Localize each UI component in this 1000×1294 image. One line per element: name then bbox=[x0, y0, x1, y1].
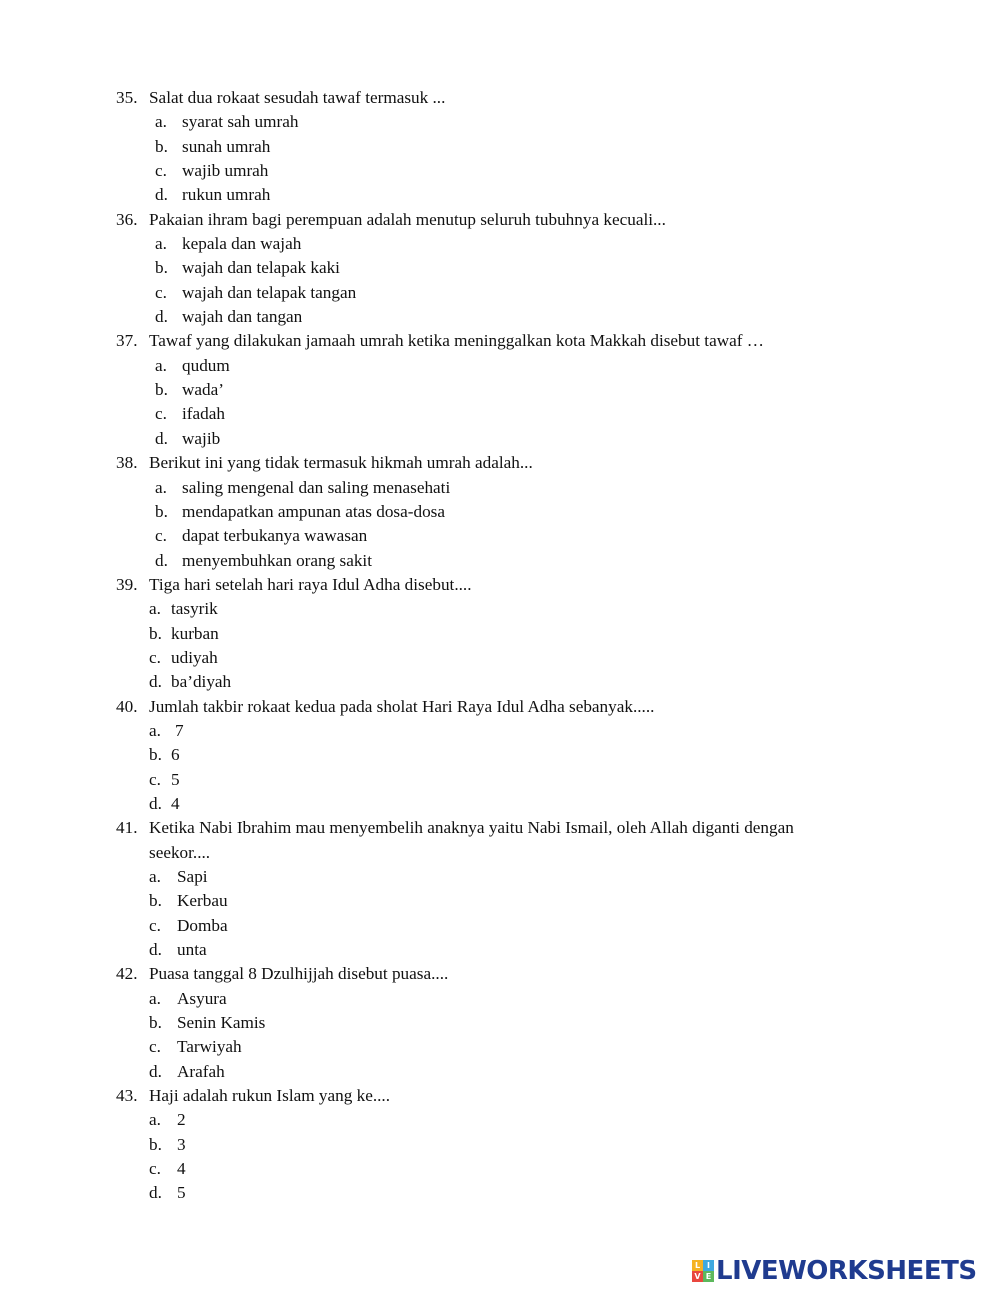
question-number: 37. bbox=[116, 331, 138, 351]
question-42 bbox=[0, 962, 1000, 986]
option-label: b. bbox=[155, 380, 168, 400]
question-37 bbox=[0, 329, 1000, 353]
option-text: ba’diyah bbox=[171, 672, 232, 692]
option-label: b. bbox=[155, 258, 168, 278]
option-label: d. bbox=[149, 793, 162, 813]
option-label: a. bbox=[155, 112, 167, 132]
option-text: 5 bbox=[171, 769, 180, 789]
option-label: c. bbox=[149, 915, 161, 935]
option-40-d[interactable] bbox=[0, 792, 1000, 816]
option-label: a. bbox=[149, 720, 161, 740]
option-40-c[interactable] bbox=[0, 768, 1000, 792]
option-label: d. bbox=[155, 185, 168, 205]
question-number: 42. bbox=[116, 964, 138, 984]
option-text: saling mengenal dan saling menasehati bbox=[182, 477, 451, 497]
question-35 bbox=[0, 86, 1000, 110]
question-38 bbox=[0, 451, 1000, 475]
option-37-b[interactable] bbox=[0, 378, 1000, 402]
option-36-a[interactable] bbox=[0, 232, 1000, 256]
option-35-a[interactable] bbox=[0, 110, 1000, 134]
option-41-d[interactable] bbox=[0, 938, 1000, 962]
option-35-c[interactable] bbox=[0, 159, 1000, 183]
option-label: c. bbox=[155, 404, 167, 424]
question-text: Jumlah takbir rokaat kedua pada sholat Hari Raya Idul Adha sebanyak..... bbox=[149, 696, 655, 716]
question-number: 38. bbox=[116, 453, 138, 473]
option-label: c. bbox=[155, 526, 167, 546]
worksheet-page bbox=[0, 86, 1000, 1206]
option-42-d[interactable] bbox=[0, 1060, 1000, 1084]
option-text: qudum bbox=[182, 355, 230, 375]
question-text: Ketika Nabi Ibrahim mau menyembelih anaknya yaitu Nabi Ismail, oleh Allah diganti dengan bbox=[149, 818, 794, 838]
question-39 bbox=[0, 573, 1000, 597]
option-text: Arafah bbox=[177, 1061, 225, 1081]
logo-mark-letter: E bbox=[703, 1271, 714, 1282]
option-40-b[interactable] bbox=[0, 743, 1000, 767]
option-40-a[interactable] bbox=[0, 719, 1000, 743]
option-41-a[interactable] bbox=[0, 865, 1000, 889]
option-label: d. bbox=[155, 550, 168, 570]
logo-mark-letter: V bbox=[692, 1271, 703, 1282]
question-text: Berikut ini yang tidak termasuk hikmah umrah adalah... bbox=[149, 453, 533, 473]
option-text: Senin Kamis bbox=[177, 1013, 266, 1033]
option-text: Tarwiyah bbox=[177, 1037, 242, 1057]
option-label: b. bbox=[149, 1013, 162, 1033]
liveworksheets-logo-icon bbox=[692, 1260, 714, 1282]
option-text: wajah dan telapak tangan bbox=[182, 282, 357, 302]
option-label: b. bbox=[149, 1134, 162, 1154]
option-text: 4 bbox=[177, 1159, 186, 1179]
option-text: kurban bbox=[171, 623, 219, 643]
question-text: Haji adalah rukun Islam yang ke.... bbox=[149, 1086, 391, 1106]
option-37-a[interactable] bbox=[0, 354, 1000, 378]
option-label: d. bbox=[149, 940, 162, 960]
option-label: b. bbox=[149, 891, 162, 911]
option-label: a. bbox=[149, 1110, 161, 1130]
option-label: c. bbox=[155, 161, 167, 181]
option-text: Sapi bbox=[177, 867, 208, 886]
question-number: 43. bbox=[116, 1086, 138, 1106]
option-label: c. bbox=[149, 1037, 161, 1057]
question-number: 40. bbox=[116, 696, 138, 716]
option-text: 7 bbox=[175, 720, 184, 740]
option-35-b[interactable] bbox=[0, 135, 1000, 159]
option-text: sunah umrah bbox=[182, 136, 271, 156]
question-number: 36. bbox=[116, 209, 138, 229]
question-36 bbox=[0, 208, 1000, 232]
question-text-continued: seekor.... bbox=[149, 842, 211, 862]
option-text: ifadah bbox=[182, 404, 225, 424]
option-label: a. bbox=[149, 988, 161, 1008]
option-label: a. bbox=[155, 234, 167, 254]
option-36-d[interactable] bbox=[0, 305, 1000, 329]
option-label: a. bbox=[155, 355, 167, 375]
option-text: Asyura bbox=[177, 988, 227, 1008]
option-text: unta bbox=[177, 940, 207, 960]
question-41-continuation bbox=[0, 841, 1000, 865]
option-38-d[interactable] bbox=[0, 549, 1000, 573]
option-label: d. bbox=[149, 1183, 162, 1203]
option-36-b[interactable] bbox=[0, 256, 1000, 280]
option-38-c[interactable] bbox=[0, 524, 1000, 548]
liveworksheets-logo-text: LIVEWORKSHEETS bbox=[716, 1256, 977, 1286]
question-text: Salat dua rokaat sesudah tawaf termasuk ... bbox=[149, 88, 446, 107]
option-label: b. bbox=[149, 745, 162, 765]
question-text: Tawaf yang dilakukan jamaah umrah ketika meninggalkan kota Makkah disebut tawaf … bbox=[149, 331, 764, 351]
option-41-c[interactable] bbox=[0, 914, 1000, 938]
question-40 bbox=[0, 695, 1000, 719]
option-35-d[interactable] bbox=[0, 183, 1000, 207]
option-39-d[interactable] bbox=[0, 670, 1000, 694]
option-42-a[interactable] bbox=[0, 987, 1000, 1011]
logo-mark-letter: L bbox=[692, 1260, 703, 1271]
option-43-b[interactable] bbox=[0, 1133, 1000, 1157]
question-number: 41. bbox=[116, 818, 138, 838]
option-37-c[interactable] bbox=[0, 402, 1000, 426]
option-text: kepala dan wajah bbox=[182, 234, 302, 254]
option-39-c[interactable] bbox=[0, 646, 1000, 670]
option-label: a. bbox=[149, 599, 161, 619]
option-36-c[interactable] bbox=[0, 281, 1000, 305]
option-label: d. bbox=[155, 307, 168, 327]
option-label: d. bbox=[149, 1061, 162, 1081]
option-label: d. bbox=[155, 428, 168, 448]
option-text: 4 bbox=[171, 793, 180, 813]
option-text: 5 bbox=[177, 1183, 186, 1203]
option-39-a[interactable] bbox=[0, 597, 1000, 621]
question-text: Pakaian ihram bagi perempuan adalah menutup seluruh tubuhnya kecuali... bbox=[149, 209, 666, 229]
option-label: b. bbox=[155, 501, 168, 521]
option-text: rukun umrah bbox=[182, 185, 271, 205]
option-text: Kerbau bbox=[177, 891, 228, 911]
option-39-b[interactable] bbox=[0, 622, 1000, 646]
option-label: c. bbox=[149, 647, 161, 667]
option-text: wajah dan tangan bbox=[182, 307, 303, 327]
option-text: wada’ bbox=[182, 380, 224, 400]
question-41 bbox=[0, 816, 1000, 840]
option-42-b[interactable] bbox=[0, 1011, 1000, 1035]
question-text: Puasa tanggal 8 Dzulhijjah disebut puasa.... bbox=[149, 964, 449, 984]
option-text: udiyah bbox=[171, 647, 218, 667]
option-text: wajib bbox=[182, 428, 221, 448]
option-43-d[interactable] bbox=[0, 1181, 1000, 1205]
option-41-b[interactable] bbox=[0, 889, 1000, 913]
option-38-b[interactable] bbox=[0, 500, 1000, 524]
option-label: a. bbox=[155, 477, 167, 497]
option-43-c[interactable] bbox=[0, 1157, 1000, 1181]
liveworksheets-logo[interactable] bbox=[692, 1256, 977, 1286]
question-number: 39. bbox=[116, 574, 138, 594]
option-label: c. bbox=[149, 769, 161, 789]
option-label: c. bbox=[149, 1159, 161, 1179]
option-text: Domba bbox=[177, 915, 228, 935]
option-text: wajah dan telapak kaki bbox=[182, 258, 340, 278]
option-43-a[interactable] bbox=[0, 1108, 1000, 1132]
option-text: mendapatkan ampunan atas dosa-dosa bbox=[182, 501, 445, 521]
option-label: b. bbox=[155, 136, 168, 156]
question-43 bbox=[0, 1084, 1000, 1108]
option-label: d. bbox=[149, 672, 162, 692]
option-text: 6 bbox=[171, 745, 180, 765]
option-42-c[interactable] bbox=[0, 1035, 1000, 1059]
option-text: menyembuhkan orang sakit bbox=[182, 550, 372, 570]
logo-mark-letter: I bbox=[703, 1260, 714, 1271]
option-label: c. bbox=[155, 282, 167, 302]
option-text: dapat terbukanya wawasan bbox=[182, 526, 368, 546]
option-text: 2 bbox=[177, 1110, 186, 1130]
option-text: wajib umrah bbox=[182, 161, 269, 181]
question-number: 35. bbox=[116, 88, 138, 107]
option-38-a[interactable] bbox=[0, 476, 1000, 500]
question-text: Tiga hari setelah hari raya Idul Adha disebut.... bbox=[149, 574, 472, 594]
option-text: 3 bbox=[177, 1134, 186, 1154]
option-label: b. bbox=[149, 623, 162, 643]
option-37-d[interactable] bbox=[0, 427, 1000, 451]
option-text: tasyrik bbox=[171, 599, 218, 619]
option-text: syarat sah umrah bbox=[182, 112, 299, 132]
option-label: a. bbox=[149, 867, 161, 886]
